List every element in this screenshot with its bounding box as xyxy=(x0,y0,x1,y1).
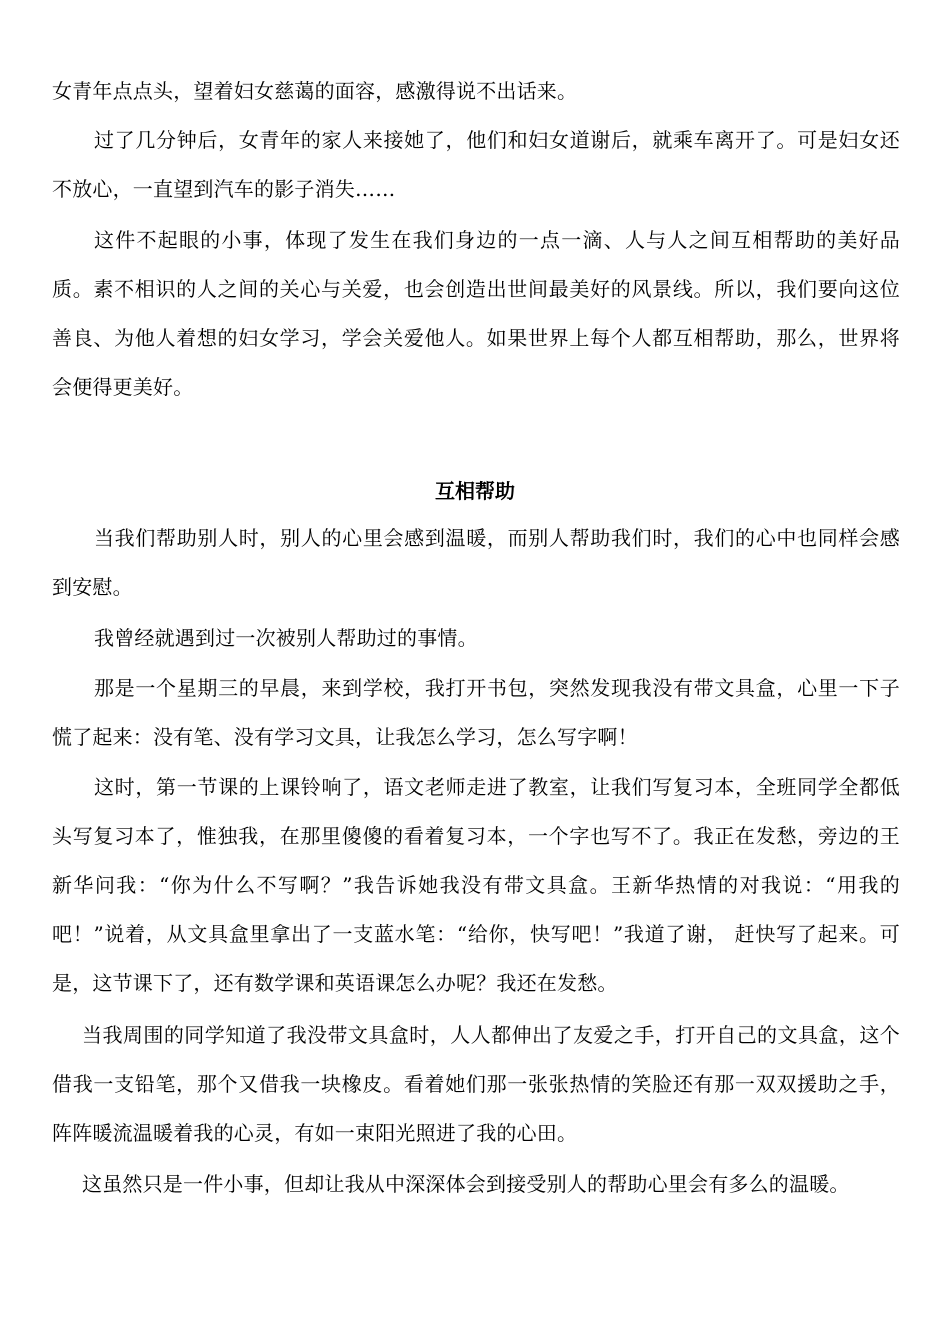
essay-paragraph-3: 那是一个星期三的早晨，来到学校，我打开书包，突然发现我没有带文具盒，心里一下子慌了起来：没有笔、没有学习文具，让我怎么学习，怎么写字啊！ xyxy=(52,676,900,749)
paragraph-conclusion: 这件不起眼的小事，体现了发生在我们身边的一点一滴、人与人之间互相帮助的美好品质。素不相识的人之间的关心与关爱，也会创造出世间最美好的风景线。所以，我们要向这位善良、为他人着想的妇女学习，学会关爱他人。如果世界上每个人都互相帮助，那么，世界将会便得更美好。 xyxy=(52,228,900,399)
essay-paragraph-5: 当我周围的同学知道了我没带文具盒时，人人都伸出了友爱之手，打开自己的文具盒，这个借我一支铅笔，那个又借我一块橡皮。看着她们那一张张热情的笑脸还有那一双双援助之手，阵阵暖流温暖着我的心灵，有如一束阳光照进了我的心田。 xyxy=(52,1023,900,1145)
essay-paragraph-4: 这时，第一节课的上课铃响了，语文老师走进了教室，让我们写复习本，全班同学全都低头写复习本了，惟独我，在那里傻傻的看着复习本，一个字也写不了。我正在发愁，旁边的王新华问我：“你为什么不写啊？”我告诉她我没有带文具盒。王新华热情的对我说：“用我的吧！”说着，从文具盒里拿出了一支蓝水笔：“给你，快写吧！”我道了谢， 赶快写了起来。可是，这节课下了，还有数学课和英语课怎么办呢？我还在发愁。 xyxy=(52,775,900,995)
essay-title: 互相帮助 xyxy=(435,479,515,503)
essay-paragraph-6: 这虽然只是一件小事，但却让我从中深深体会到接受别人的帮助心里会有多么的温暖。 xyxy=(82,1172,850,1196)
paragraph-intro-end: 女青年点点头，望着妇女慈蔼的面容，感激得说不出话来。 xyxy=(52,79,578,103)
paragraph-family-arrives: 过了几分钟后，女青年的家人来接她了，他们和妇女道谢后，就乘车离开了。可是妇女还不放心，一直望到汽车的影子消失…… xyxy=(52,128,900,201)
essay-paragraph-1: 当我们帮助别人时，别人的心里会感到温暖，而别人帮助我们时，我们的心中也同样会感到安慰。 xyxy=(52,526,900,599)
essay-paragraph-2: 我曾经就遇到过一次被别人帮助过的事情。 xyxy=(94,626,478,650)
